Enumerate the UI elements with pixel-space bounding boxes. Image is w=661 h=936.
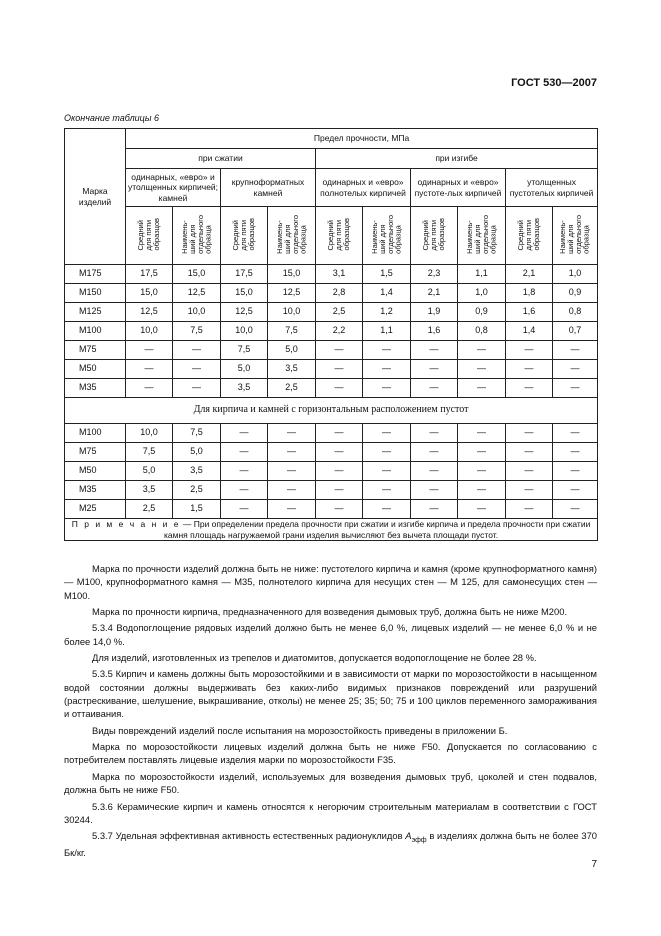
paragraph: Для изделий, изготовленных из трепелов и диатомитов, допускается водопоглощение не более 28 %. xyxy=(92,652,537,664)
paragraph: 5.3.5 Кирпич и камень должны быть морозостойкими и в зависимости от марки по морозостойкости в насыщенном водой состоянии должны выдерживать без каких-либо видимых признаков повреждений или разрушений (растрескивание, шелушение, выкрашивание, отколы) не менее 25; 35; 50; 75 и 100 циклов переменного замораживания и оттаивания. xyxy=(64,668,597,720)
table-row xyxy=(65,379,598,398)
group-header: крупноформатных камней xyxy=(221,169,316,207)
value-cell: — xyxy=(363,481,411,500)
sub-header-average: Средний для пяти образцов xyxy=(316,207,363,265)
group-header: одинарных, «евро» и утолщенных кирпичей; камней xyxy=(126,169,221,207)
mark-cell: М175 xyxy=(65,265,126,284)
value-cell: 1,1 xyxy=(363,322,411,341)
value-cell: — xyxy=(126,341,173,360)
value-cell: — xyxy=(221,481,268,500)
value-cell: 2,5 xyxy=(173,481,221,500)
page-number: 7 xyxy=(591,859,597,870)
sub-header-average: Средний для пяти образцов xyxy=(506,207,553,265)
value-cell: — xyxy=(316,424,363,443)
value-cell: — xyxy=(458,481,506,500)
value-cell: — xyxy=(173,341,221,360)
value-cell: 1,1 xyxy=(458,265,506,284)
strength-header: Предел прочности, МПа xyxy=(126,129,598,149)
value-cell: — xyxy=(411,424,458,443)
value-cell: 17,5 xyxy=(221,265,268,284)
value-cell: — xyxy=(411,379,458,398)
sub-header-average: Средний для пяти образцов xyxy=(126,207,173,265)
value-cell: — xyxy=(316,379,363,398)
value-cell: — xyxy=(363,360,411,379)
value-cell: 2,2 xyxy=(316,322,363,341)
value-cell: — xyxy=(458,424,506,443)
table-row xyxy=(65,500,598,519)
strength-table xyxy=(64,128,598,541)
value-cell: 2,8 xyxy=(316,284,363,303)
table-row xyxy=(65,322,598,341)
value-cell: 1,2 xyxy=(363,303,411,322)
value-cell: — xyxy=(363,424,411,443)
value-cell: 3,5 xyxy=(126,481,173,500)
value-cell: — xyxy=(458,379,506,398)
value-cell: 1,9 xyxy=(411,303,458,322)
value-cell: 10,0 xyxy=(268,303,316,322)
value-cell: — xyxy=(506,500,553,519)
value-cell: — xyxy=(221,462,268,481)
mark-cell: М75 xyxy=(65,443,126,462)
value-cell: — xyxy=(506,443,553,462)
value-cell: — xyxy=(316,443,363,462)
paragraph: 5.3.6 Керамические кирпич и камень относятся к негорючим строительным материалам в соответствии с ГОСТ 30244. xyxy=(64,800,597,825)
value-cell: 1,0 xyxy=(553,265,598,284)
paragraph: 5.3.4 Водопоглощение рядовых изделий должно быть не менее 6,0 %, лицевых изделий — не менее 6,0 % и не более 14,0 %. xyxy=(64,622,597,647)
value-cell: — xyxy=(411,443,458,462)
value-cell: 5,0 xyxy=(268,341,316,360)
value-cell: 0,8 xyxy=(553,303,598,322)
sub-header-minimum: Наимень- ший для отдельного образца xyxy=(173,207,221,265)
sub-header-minimum: Наимень- ший для отдельного образца xyxy=(268,207,316,265)
bending-header: при изгибе xyxy=(316,149,598,169)
value-cell: 1,8 xyxy=(506,284,553,303)
value-cell: 2,5 xyxy=(268,379,316,398)
value-cell: — xyxy=(363,341,411,360)
mark-cell: М50 xyxy=(65,360,126,379)
body-text xyxy=(64,562,597,862)
value-cell: 2,1 xyxy=(506,265,553,284)
value-cell: 2,3 xyxy=(411,265,458,284)
table-row xyxy=(65,462,598,481)
value-cell: — xyxy=(506,462,553,481)
value-cell: — xyxy=(553,341,598,360)
paragraph: Марка по морозостойкости лицевых изделий должна быть не ниже F50. Допускается по согласованию с потребителем поставлять лицевые изделия марки по морозостойкости F35. xyxy=(64,741,597,766)
value-cell: 3,5 xyxy=(268,360,316,379)
table-row xyxy=(65,443,598,462)
value-cell: 1,0 xyxy=(458,284,506,303)
value-cell: — xyxy=(506,341,553,360)
value-cell: — xyxy=(126,379,173,398)
value-cell: — xyxy=(363,379,411,398)
value-cell: 12,5 xyxy=(126,303,173,322)
value-cell: — xyxy=(411,462,458,481)
value-cell: — xyxy=(553,360,598,379)
value-cell: 1,6 xyxy=(506,303,553,322)
value-cell: 15,0 xyxy=(221,284,268,303)
value-cell: 5,0 xyxy=(173,443,221,462)
table-row xyxy=(65,284,598,303)
value-cell: 7,5 xyxy=(173,424,221,443)
value-cell: — xyxy=(458,462,506,481)
mark-cell: М50 xyxy=(65,462,126,481)
value-cell: — xyxy=(316,500,363,519)
value-cell: 15,0 xyxy=(126,284,173,303)
value-cell: 2,5 xyxy=(126,500,173,519)
mark-cell: М100 xyxy=(65,424,126,443)
table-row xyxy=(65,341,598,360)
value-cell: 7,5 xyxy=(268,322,316,341)
note-text: — При определении предела прочности при сжатии и изгибе кирпича и предела прочности при сжатии камня площадь нагружаемой грани изделия вычисляют без вычета площади пустот. xyxy=(164,519,591,540)
paragraph: Виды повреждений изделий после испытания на морозостойкость приведены в приложении Б. xyxy=(92,724,508,736)
value-cell: — xyxy=(411,341,458,360)
value-cell: 5,0 xyxy=(126,462,173,481)
value-cell: — xyxy=(173,379,221,398)
value-cell: 0,8 xyxy=(458,322,506,341)
value-cell: — xyxy=(553,500,598,519)
value-cell: 1,5 xyxy=(363,265,411,284)
table-note xyxy=(65,519,598,541)
value-cell: — xyxy=(506,424,553,443)
value-cell: 2,1 xyxy=(411,284,458,303)
value-cell: 3,5 xyxy=(173,462,221,481)
value-cell: 10,0 xyxy=(126,424,173,443)
value-cell: — xyxy=(316,462,363,481)
value-cell: — xyxy=(553,379,598,398)
value-cell: 3,5 xyxy=(221,379,268,398)
table-body-main xyxy=(65,265,598,398)
value-cell: 5,0 xyxy=(221,360,268,379)
value-cell: — xyxy=(506,481,553,500)
value-cell: 12,5 xyxy=(221,303,268,322)
mark-cell: М35 xyxy=(65,481,126,500)
value-cell: 10,0 xyxy=(173,303,221,322)
activity-symbol: A xyxy=(405,830,412,842)
value-cell: — xyxy=(173,360,221,379)
value-cell: — xyxy=(316,481,363,500)
value-cell: — xyxy=(268,424,316,443)
value-cell: — xyxy=(221,500,268,519)
value-cell: — xyxy=(506,379,553,398)
mark-cell: М75 xyxy=(65,341,126,360)
value-cell: — xyxy=(221,424,268,443)
value-cell: 3,1 xyxy=(316,265,363,284)
table-row xyxy=(65,265,598,284)
table-row xyxy=(65,424,598,443)
value-cell: — xyxy=(458,500,506,519)
paragraph: Марка по прочности кирпича, предназначенного для возведения дымовых труб, должна быть не ниже М200. xyxy=(92,606,568,618)
value-cell: 2,5 xyxy=(316,303,363,322)
value-cell: 7,5 xyxy=(221,341,268,360)
table-row xyxy=(65,360,598,379)
paragraph: Марка по морозостойкости изделий, используемых для возведения дымовых труб, цоколей и стен подвалов, должна быть не ниже F50. xyxy=(64,770,597,796)
value-cell: 1,5 xyxy=(173,500,221,519)
value-cell: — xyxy=(458,360,506,379)
value-cell: 7,5 xyxy=(126,443,173,462)
value-cell: — xyxy=(506,360,553,379)
group-header: утолщенных пустотелых кирпичей xyxy=(506,169,598,207)
value-cell: 0,9 xyxy=(458,303,506,322)
sub-header-minimum: Наимень- ший для отдельного образца xyxy=(363,207,411,265)
value-cell: 1,6 xyxy=(411,322,458,341)
value-cell: — xyxy=(458,341,506,360)
mark-cell: М150 xyxy=(65,284,126,303)
sub-header-average: Средний для пяти образцов xyxy=(221,207,268,265)
value-cell: 0,7 xyxy=(553,322,598,341)
value-cell: 12,5 xyxy=(173,284,221,303)
paragraph: Марка по прочности изделий должна быть не ниже: пустотелого кирпича и камня (кроме крупноформатного камня) — М100, крупноформатного камня — М35, полнотелого кирпича для несущих стен — М 125, для самонесущих стен — М100. xyxy=(64,563,597,601)
table-body-horizontal xyxy=(65,424,598,519)
value-cell: 7,5 xyxy=(173,322,221,341)
compression-header: при сжатии xyxy=(126,149,316,169)
mark-cell: М35 xyxy=(65,379,126,398)
value-cell: — xyxy=(363,443,411,462)
value-cell: 15,0 xyxy=(268,265,316,284)
value-cell: 10,0 xyxy=(126,322,173,341)
value-cell: 1,4 xyxy=(506,322,553,341)
value-cell: 15,0 xyxy=(173,265,221,284)
value-cell: — xyxy=(126,360,173,379)
value-cell: — xyxy=(411,360,458,379)
sub-header-minimum: Наимень- ший для отдельного образца xyxy=(458,207,506,265)
note-lead: П р и м е ч а н и е xyxy=(71,519,181,529)
value-cell: — xyxy=(221,443,268,462)
value-cell: — xyxy=(363,500,411,519)
value-cell: — xyxy=(268,481,316,500)
mark-cell: М25 xyxy=(65,500,126,519)
sub-header-average: Средний для пяти образцов xyxy=(411,207,458,265)
document-code: ГОСТ 530—2007 xyxy=(511,77,597,89)
value-cell: — xyxy=(363,462,411,481)
sub-header-minimum: Наимень- ший для отдельного образца xyxy=(553,207,598,265)
table-row xyxy=(65,481,598,500)
value-cell: — xyxy=(411,500,458,519)
value-cell: — xyxy=(316,341,363,360)
value-cell: — xyxy=(316,360,363,379)
mark-cell: М125 xyxy=(65,303,126,322)
value-cell: 10,0 xyxy=(221,322,268,341)
value-cell: 1,4 xyxy=(363,284,411,303)
value-cell: — xyxy=(268,462,316,481)
value-cell: 0,9 xyxy=(553,284,598,303)
value-cell: 17,5 xyxy=(126,265,173,284)
mark-cell: М100 xyxy=(65,322,126,341)
value-cell: — xyxy=(458,443,506,462)
group-header: одинарных и «евро» полнотелых кирпичей xyxy=(316,169,411,207)
paragraph-radionuclides: 5.3.7 Удельная эффективная активность естественных радионуклидов $A_{эфф}$ в изделиях должна быть не более 370 Бк/кг. xyxy=(64,830,597,858)
table-caption: Окончание таблицы 6 xyxy=(64,113,159,123)
value-cell: 12,5 xyxy=(268,284,316,303)
value-cell: — xyxy=(268,443,316,462)
group-header: одинарных и «евро» пустоте-лых кирпичей xyxy=(411,169,506,207)
value-cell: — xyxy=(553,462,598,481)
value-cell: — xyxy=(553,443,598,462)
value-cell: — xyxy=(553,481,598,500)
table-row xyxy=(65,303,598,322)
section-title: Для кирпича и камней с горизонтальным расположением пустот xyxy=(65,398,598,424)
activity-subscript: эфф xyxy=(411,837,427,845)
value-cell: — xyxy=(268,500,316,519)
mark-header: Марка изделий xyxy=(65,129,126,265)
value-cell: — xyxy=(553,424,598,443)
value-cell: — xyxy=(411,481,458,500)
